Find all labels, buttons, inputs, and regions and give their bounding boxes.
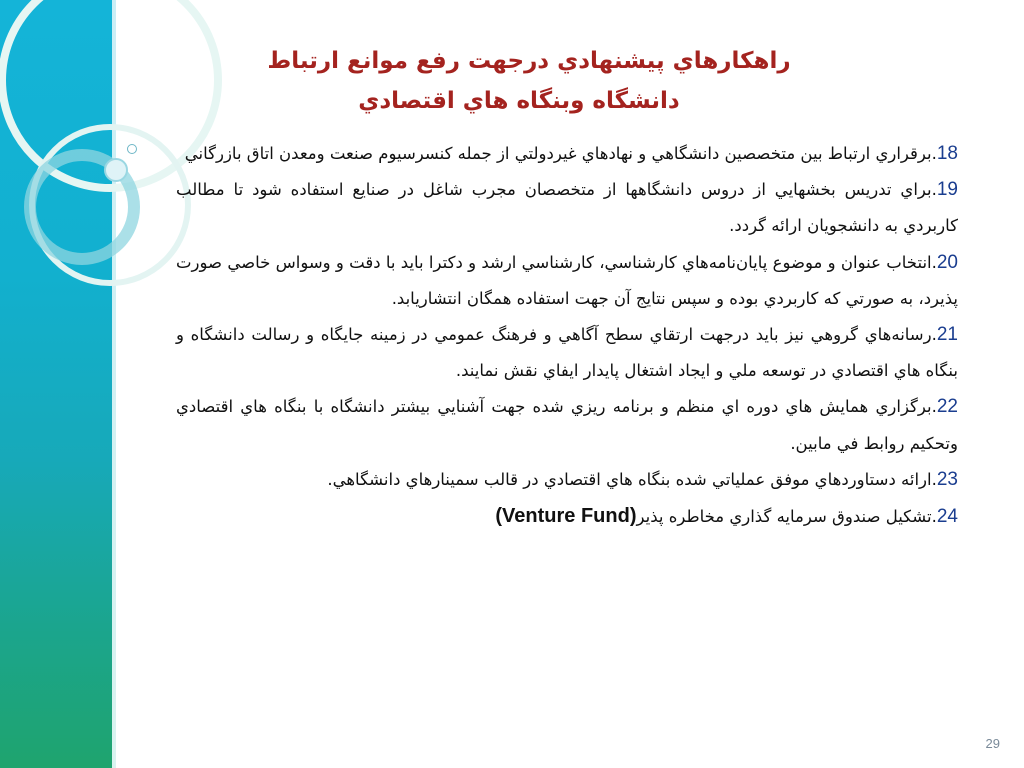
slide-title-line2: دانشگاه وبنگاه هاي اقتصادي — [358, 88, 680, 114]
item-number: 18 — [936, 143, 958, 164]
item-text: .برگزاري همايش هاي دوره اي منظم و برنامه ريزي شده جهت آشنايي بيشتر دانشگاه با بنگاه هاي اقتصادي وتحكيم روابط في مابين. — [176, 397, 958, 453]
item-number: 23 — [936, 468, 958, 490]
item-number: 20 — [936, 251, 958, 273]
item-text: .ارائه دستاوردهاي موفق عملياتي شده بنگاه هاي اقتصادي در قالب سمينارهاي دانشگاهي. — [327, 469, 937, 489]
small-dot — [105, 159, 127, 181]
list-item — [176, 498, 958, 535]
item-text: .براي تدريس بخشهايي از دروس دانشگاهها از متخصصان مجرب شاغل در صنايع استفاده شود تا مطالب كاربردي به دانشجويان ارائه گردد. — [176, 180, 958, 236]
list-item — [176, 136, 958, 172]
page-number: 29 — [985, 736, 1000, 751]
list-item — [176, 462, 958, 498]
item-text: .انتخاب عنوان و موضوع پايان‌نامه‌هاي كارشناسي، كارشناسي ارشد و دكترا بايد با دقت و وسواس خاصي صورت پذيرد، به صورتي كه كاربردي بوده و سپس نتايج آن جهت استفاده همگان انتشاريابد. — [176, 252, 958, 308]
item-number: 19 — [936, 179, 958, 201]
content-list — [176, 136, 958, 726]
list-item — [176, 317, 958, 389]
item-text: .تشكيل صندوق سرمايه گذاري مخاطره پذير — [636, 507, 937, 527]
slide-title-line1: راهكارهاي پيشنهادي درجهت رفع موانع ارتباط — [267, 48, 791, 74]
list-item — [176, 245, 958, 317]
list-item — [176, 389, 958, 461]
item-number: 24 — [936, 506, 958, 528]
item-number: 21 — [936, 324, 958, 346]
middle-ring — [32, 127, 188, 283]
item-text: .رسانه‌هاي گروهي نيز بايد درجهت ارتقاي سطح آگاهي و فرهنگ عمومي در زمينه جايگاه و رسالت دانشگاه و بنگاه هاي اقتصادي در توسعه ملي و ايجاد اشتغال پايدار ايفاي نقش نمايند. — [176, 325, 958, 381]
bullet-circle-icon — [127, 144, 137, 154]
item-number: 22 — [936, 396, 958, 418]
item-latin-term: (Venture Fund) — [495, 505, 637, 528]
list-item — [176, 172, 958, 244]
item-text: .برقراري ارتباط بين متخصصين دانشگاهي و نهادهاي غيردولتي از جمله كنسرسيوم صنعت ومعدن اتاق بازرگاني — [184, 144, 937, 163]
